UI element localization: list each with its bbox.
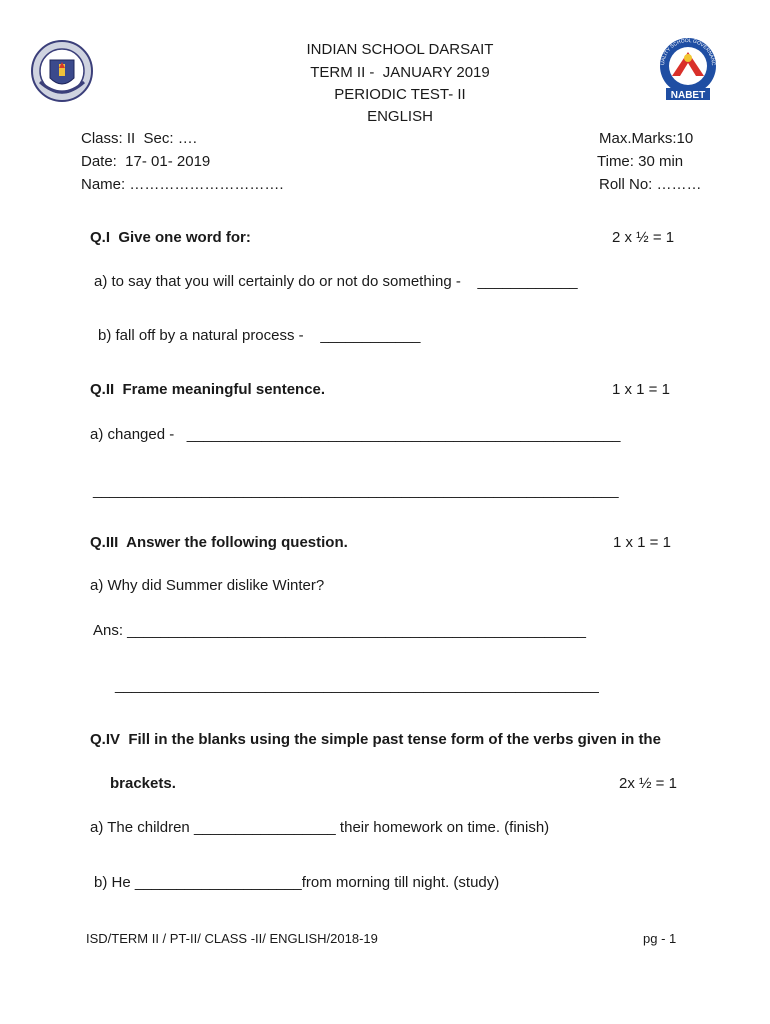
- subject-title: ENGLISH: [367, 108, 433, 125]
- nabet-label: NABET: [670, 90, 706, 101]
- q2-marks: 1 x 1 = 1: [612, 381, 670, 398]
- roll-no-field: Roll No: ………: [599, 176, 702, 193]
- name-field: Name: ………………………….: [81, 176, 284, 193]
- q1-title: Q.I Give one word for:: [90, 229, 251, 246]
- term-title: TERM II - JANUARY 2019: [310, 64, 490, 81]
- school-name: INDIAN SCHOOL DARSAIT: [306, 41, 494, 58]
- q4-item-b: b) He ____________________from morning till night. (study): [94, 874, 500, 891]
- q4-title-cont: brackets.: [110, 775, 176, 792]
- time-field: Time: 30 min: [597, 153, 684, 170]
- q4-item-a: a) The children _________________ their homework on time. (finish): [90, 819, 550, 836]
- date-field: Date: 17- 01- 2019: [81, 153, 211, 170]
- nabet-ring-label: UALITY SCHOOL GOVERNANC: [659, 37, 717, 66]
- q2-title: Q.II Frame meaningful sentence.: [90, 381, 326, 398]
- q3-item-a: a) Why did Summer dislike Winter?: [90, 577, 325, 594]
- test-title: PERIODIC TEST- II: [334, 86, 466, 103]
- q3-answer-line-2: __________________________________________________________: [115, 677, 599, 694]
- q3-title: Q.III Answer the following question.: [90, 534, 348, 551]
- page-number: pg - 1: [643, 931, 677, 946]
- q3-answer-line: Ans: _______________________________________________________: [93, 622, 587, 639]
- q3-marks: 1 x 1 = 1: [613, 534, 671, 551]
- class-field: Class: II Sec: ….: [81, 130, 197, 147]
- q1-item-b: b) fall off by a natural process - ____________: [98, 327, 421, 344]
- q1-marks: 2 x ½ = 1: [612, 229, 675, 246]
- footer-code: ISD/TERM II / PT-II/ CLASS -II/ ENGLISH/2018-19: [86, 931, 378, 946]
- q2-answer-line: _______________________________________________________________: [93, 482, 619, 499]
- max-marks: Max.Marks:10: [599, 130, 694, 147]
- q2-item-a: a) changed - ____________________________________________________: [90, 426, 621, 443]
- q4-marks: 2x ½ = 1: [619, 775, 677, 792]
- q4-title: Q.IV Fill in the blanks using the simple past tense form of the verbs given in the: [90, 731, 661, 748]
- q1-item-a: a) to say that you will certainly do or not do something - ____________: [94, 273, 578, 290]
